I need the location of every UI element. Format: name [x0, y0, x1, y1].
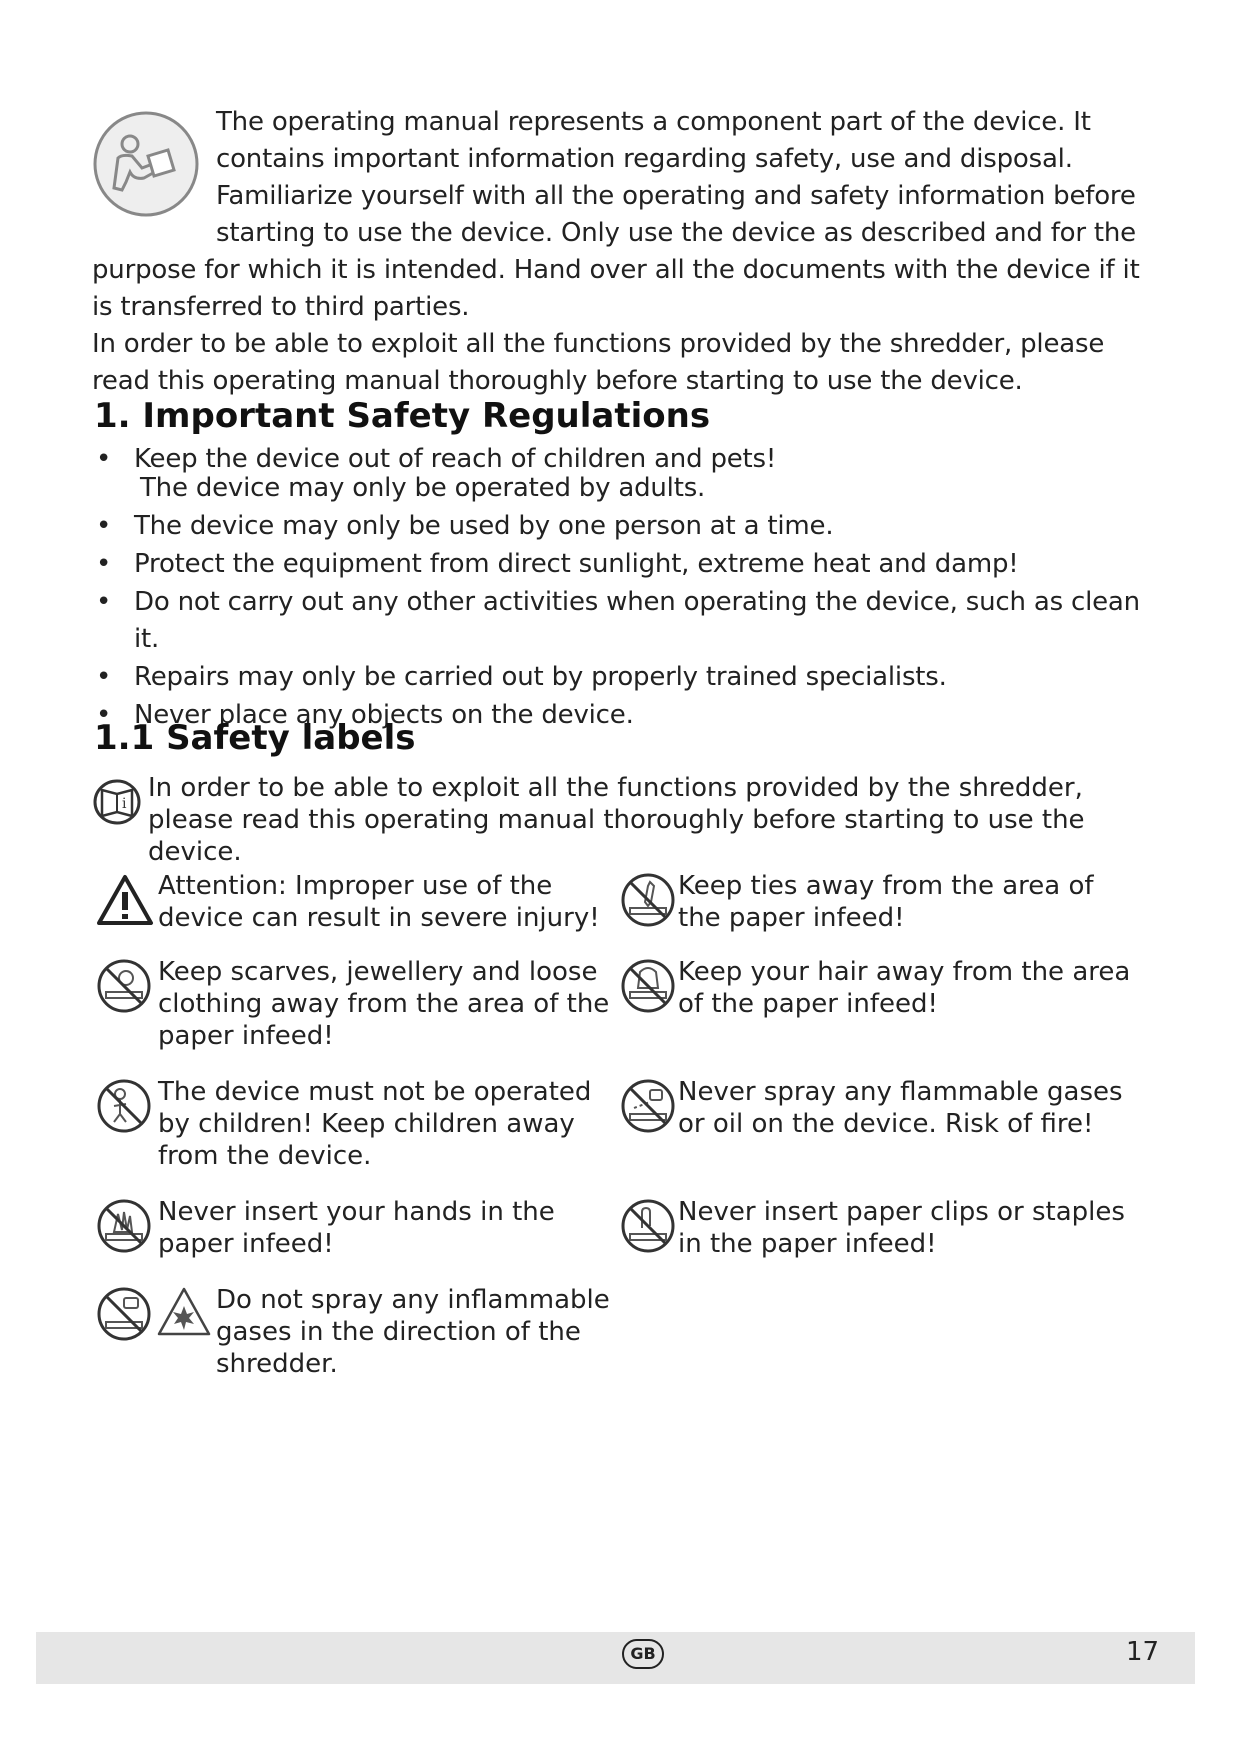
no-gases-icon [96, 1286, 152, 1342]
label-spray: Never spray any flammable gases or oil on the device. Risk of fire! [620, 1076, 1140, 1140]
list-item: • Never place any objects on the device. [94, 697, 1154, 734]
label-clips: Never insert paper clips or staples in the paper infeed! [620, 1196, 1140, 1260]
label-hands: Never insert your hands in the paper infeed! [96, 1196, 616, 1260]
language-badge: GB [622, 1639, 664, 1669]
list-item: • Do not carry out any other activities when operating the device, such as clean it. [94, 584, 1154, 658]
section-1-1-title: 1.1 Safety labels [94, 718, 416, 758]
no-children-icon [96, 1078, 152, 1134]
intro [92, 104, 1152, 400]
page-number: 17 [1126, 1637, 1160, 1667]
label-hair: Keep your hair away from the area of the paper infeed! [620, 956, 1140, 1020]
list-item: • Keep the device out of reach of children and pets! The device may only be operated by adults. [94, 444, 1154, 502]
svg-text:i: i [122, 796, 127, 812]
explosion-warning-icon [156, 1286, 212, 1338]
warning-triangle-icon [96, 874, 154, 926]
list-item: • Protect the equipment from direct sunlight, extreme heat and damp! [94, 546, 1154, 583]
label-scarves: Keep scarves, jewellery and loose clothing away from the area of the paper infeed! [96, 956, 616, 1052]
label-children: The device must not be operated by children! Keep children away from the device. [96, 1076, 616, 1172]
intro-paragraph-1: The operating manual represents a component part of the device. It contains important information regarding safety, use and disposal. Familiarize yourself with all the operating and safety information before starting to use the device. Only use the device as described and for the purpose for which it is intended. Hand over all the documents with the device if it is transferred to third parties. [92, 107, 1140, 322]
intro-paragraph-2: In order to be able to exploit all the functions provided by the shredder, please read this operating manual thoroughly before starting to use the device. [92, 329, 1105, 396]
manual-note: i In order to be able to exploit all the functions provided by the shredder, please read this operating manual thoroughly before starting to use the device. [92, 772, 1152, 868]
safety-regulations-list [94, 444, 1154, 735]
label-gases: Do not spray any inflammable gases in the direction of the shredder. [96, 1284, 616, 1380]
no-hands-icon [96, 1198, 152, 1254]
no-spray-icon [620, 1078, 676, 1134]
section-1-title: 1. Important Safety Regulations [94, 396, 711, 436]
label-ties: Keep ties away from the area of the paper infeed! [620, 870, 1140, 934]
list-item: • The device may only be used by one person at a time. [94, 508, 1154, 545]
label-attention: Attention: Improper use of the device can result in severe injury! [96, 870, 616, 934]
no-hair-icon [620, 958, 676, 1014]
read-manual-icon [92, 110, 200, 218]
list-item: • Repairs may only be carried out by properly trained specialists. [94, 659, 1154, 696]
no-scarves-icon [96, 958, 152, 1014]
manual-info-icon [92, 778, 148, 826]
no-ties-icon [620, 872, 676, 928]
page-footer [36, 1632, 1195, 1684]
no-paperclips-icon [620, 1198, 676, 1254]
